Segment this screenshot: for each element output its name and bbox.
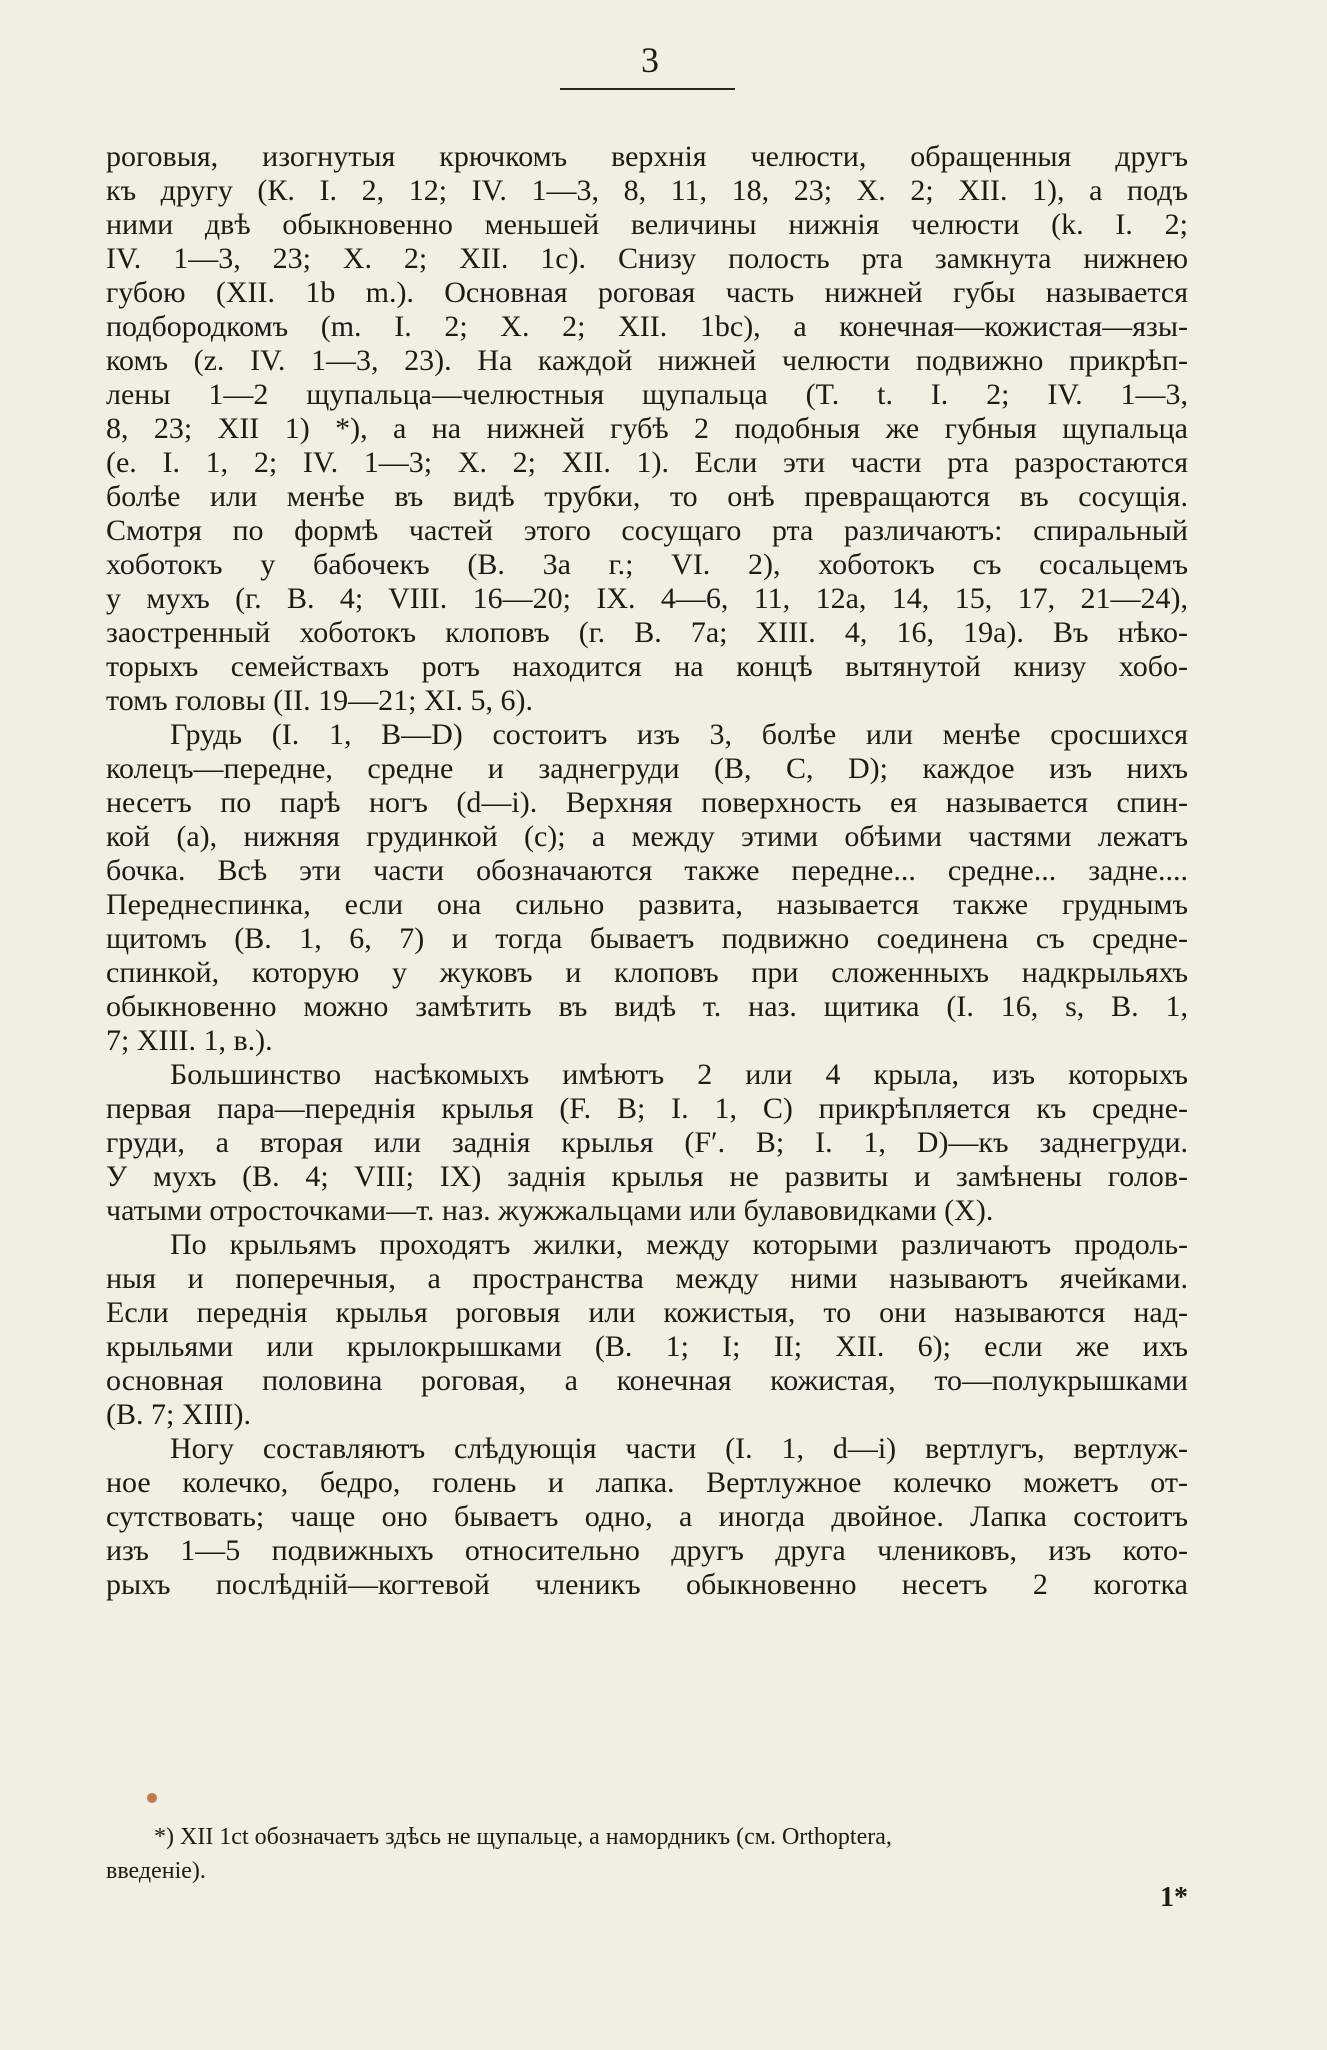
footnote	[106, 1820, 1188, 1888]
text-line: торыхъ семействахъ ротъ находится на концѣ вытянутой книзу хобо-	[106, 650, 1188, 683]
text-line: роговыя, изогнутыя крючкомъ верхнія челюсти, обращенныя другъ	[106, 140, 1188, 173]
header-rule	[560, 88, 735, 90]
text-line: несетъ по парѣ ногъ (d—i). Верхняя поверхность ея называется спин-	[106, 786, 1188, 819]
signature-mark: 1*	[1160, 1882, 1188, 1913]
text-line: лены 1—2 щупальца—челюстныя щупальца (T. t. I. 2; IV. 1—3,	[106, 378, 1188, 411]
text-line: заостренный хоботокъ клоповъ (г. B. 7a; XIII. 4, 16, 19a). Въ нѣко-	[106, 616, 1188, 649]
text-line: подбородкомъ (m. I. 2; X. 2; XII. 1bc), а конечная—кожистая—язы-	[106, 310, 1188, 343]
text-line: кой (a), нижняя грудинкой (c); а между этими обѣими частями лежатъ	[106, 820, 1188, 853]
text-line: чатыми отросточками—т. наз. жужжальцами или булавовидками (X).	[106, 1194, 994, 1227]
text-line: губою (XII. 1b m.). Основная роговая часть нижней губы называется	[106, 276, 1188, 309]
text-line: 8, 23; XII 1) *), а на нижней губѣ 2 подобныя же губныя щупальца	[106, 412, 1188, 445]
page-number: 3	[641, 40, 659, 80]
text-line: Если переднія крылья роговыя или кожистыя, то они называются над-	[106, 1296, 1188, 1329]
text-line: Смотря по формѣ частей этого сосущаго рта различаютъ: спиральный	[106, 514, 1188, 547]
text-line: бочка. Всѣ эти части обозначаются также передне... средне... задне....	[106, 854, 1188, 887]
text-line: комъ (z. IV. 1—3, 23). На каждой нижней челюсти подвижно прикрѣп-	[106, 344, 1188, 377]
text-line: колецъ—передне, средне и заднегруди (B, C, D); каждое изъ нихъ	[106, 752, 1188, 785]
text-line: У мухъ (B. 4; VIII; IX) заднія крылья не развиты и замѣнены голов-	[106, 1160, 1188, 1193]
text-line: Грудь (I. 1, B—D) состоитъ изъ 3, болѣе или менѣе сросшихся	[170, 718, 1188, 751]
text-line: По крыльямъ проходятъ жилки, между которыми различаютъ продоль-	[170, 1228, 1188, 1261]
text-line: IV. 1—3, 23; X. 2; XII. 1c). Снизу полость рта замкнута нижнею	[106, 242, 1188, 275]
text-line: къ другу (К. I. 2, 12; IV. 1—3, 8, 11, 18, 23; X. 2; XII. 1), а подъ	[106, 174, 1188, 207]
text-line: (B. 7; XIII).	[106, 1398, 251, 1431]
text-line: (e. I. 1, 2; IV. 1—3; X. 2; XII. 1). Если эти части рта разростаются	[106, 446, 1188, 479]
text-line: обыкновенно можно замѣтить въ видѣ т. наз. щитика (I. 16, s, B. 1,	[106, 990, 1188, 1023]
text-line: щитомъ (B. 1, 6, 7) и тогда бываетъ подвижно соединена съ средне-	[106, 922, 1188, 955]
body-text	[106, 140, 1188, 1602]
text-line: томъ головы (II. 19—21; XI. 5, 6).	[106, 684, 534, 717]
text-line: Переднеспинка, если она сильно развита, называется также груднымъ	[106, 888, 1188, 921]
text-line: 7; XIII. 1, в.).	[106, 1024, 273, 1057]
footnote-line: введеніе).	[106, 1858, 206, 1884]
text-line: изъ 1—5 подвижныхъ относительно другъ друга члениковъ, изъ кото-	[106, 1534, 1188, 1567]
text-line: сутствовать; чаще оно бываетъ одно, а иногда двойное. Лапка состоитъ	[106, 1500, 1188, 1533]
text-line: рыхъ послѣдній—когтевой членикъ обыкновенно несетъ 2 коготка	[106, 1568, 1188, 1601]
text-line: основная половина роговая, а конечная кожистая, то—полукрышками	[106, 1364, 1188, 1397]
text-line: груди, а вторая или заднія крылья (F′. B; I. 1, D)—къ заднегруди.	[106, 1126, 1188, 1159]
text-line: у мухъ (г. B. 4; VIII. 16—20; IX. 4—6, 11, 12a, 14, 15, 17, 21—24),	[106, 582, 1188, 615]
footnote-line: *) XII 1ct обозначаетъ здѣсь не щупальце, а намордникъ (см. Orthoptera,	[154, 1824, 892, 1850]
text-line: крыльями или крылокрышками (B. 1; I; II; XII. 6); если же ихъ	[106, 1330, 1188, 1363]
text-line: хоботокъ у бабочекъ (B. 3a г.; VI. 2), хоботокъ съ сосальцемъ	[106, 548, 1188, 581]
text-line: ное колечко, бедро, голень и лапка. Вертлужное колечко можетъ от-	[106, 1466, 1188, 1499]
text-line: болѣе или менѣе въ видѣ трубки, то онѣ превращаются въ сосущія.	[106, 480, 1188, 513]
text-line: ними двѣ обыкновенно меньшей величины нижнія челюсти (k. I. 2;	[106, 208, 1188, 241]
text-line: спинкой, которую у жуковъ и клоповъ при сложенныхъ надкрыльяхъ	[106, 956, 1188, 989]
text-line: Ногу составляютъ слѣдующія части (I. 1, d—i) вертлугъ, вертлуж-	[170, 1432, 1188, 1465]
ink-spot	[147, 1793, 157, 1803]
text-line: ныя и поперечныя, а пространства между ними называютъ ячейками.	[106, 1262, 1188, 1295]
text-line: первая пара—переднія крылья (F. B; I. 1, C) прикрѣпляется къ средне-	[106, 1092, 1188, 1125]
text-line: Большинство насѣкомыхъ имѣютъ 2 или 4 крыла, изъ которыхъ	[170, 1058, 1188, 1091]
